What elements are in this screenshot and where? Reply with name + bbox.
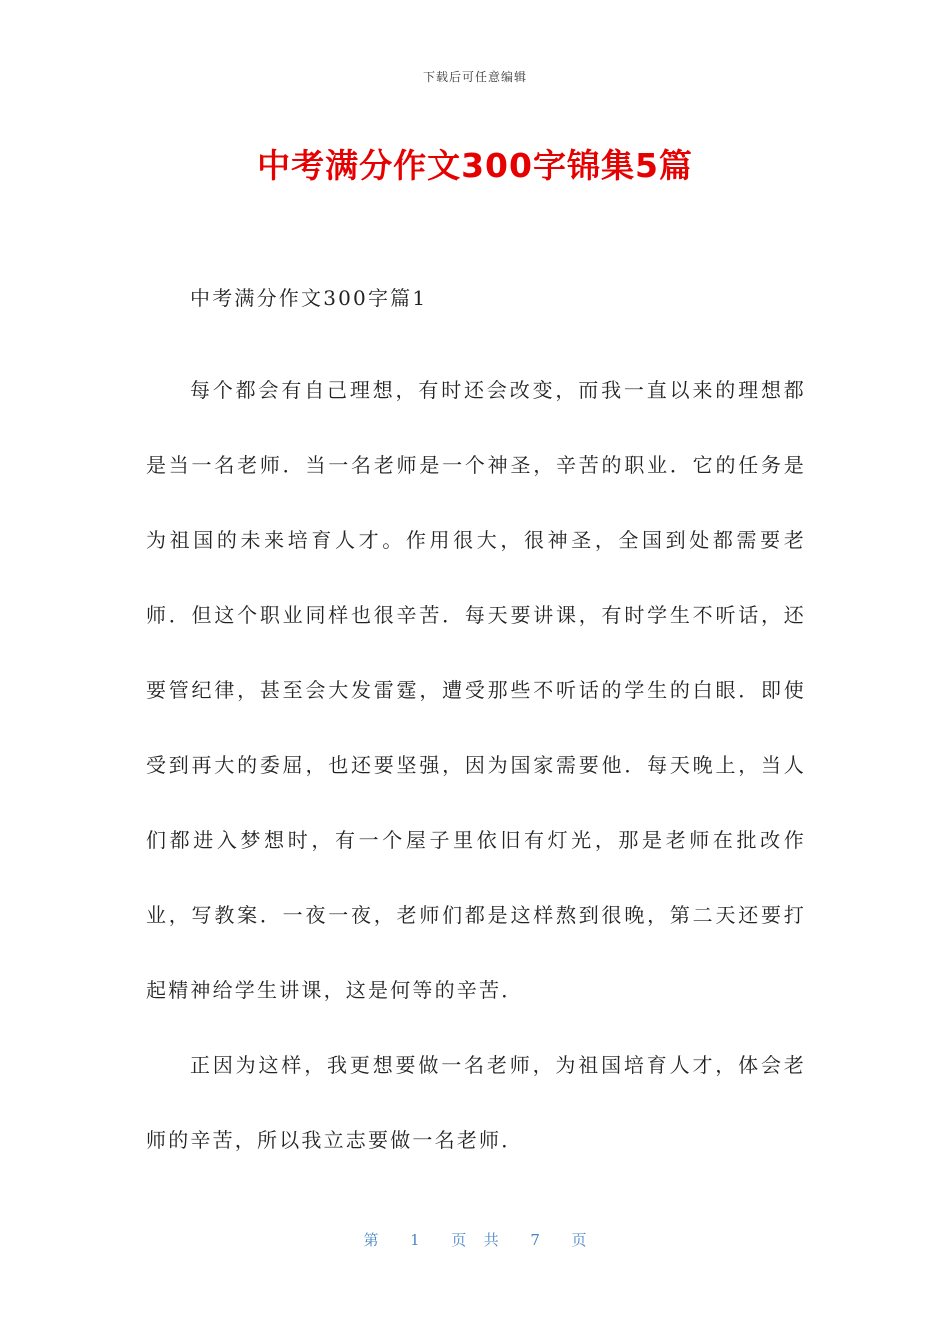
paragraph: 每个都会有自己理想，有时还会改变，而我一直以来的理想都是当一名老师．当一名老师是一个神圣，辛苦的职业．它的任务是为祖国的未来培育人才。作用很大，很神圣，全国到处都需要老师．但这个职业同样也很辛苦．每天要讲课，有时学生不听话，还要管纪律，甚至会大发雷霆，遭受那些不听话的学生的白眼．即使受到再大的委屈，也还要坚强，因为国家需要他．每天晚上，当人们都进入梦想时，有一个屋子里依旧有灯光，那是老师在批改作业，写教案．一夜一夜，老师们都是这样熬到很晚，第二天还要打起精神给学生讲课，这是何等的辛苦． <box>146 378 806 1002</box>
header-note: 下载后可任意编辑 <box>422 70 527 84</box>
page-footer <box>0 1229 950 1250</box>
document-title: 中考满分作文300字锦集5篇 <box>257 146 693 185</box>
footer-page-label: 第 <box>363 1231 379 1249</box>
footer-page-unit: 页 <box>451 1231 467 1249</box>
footer-total-unit: 页 <box>571 1231 587 1249</box>
footer-total-pages: 7 <box>530 1231 540 1249</box>
section-heading: 中考满分作文300字篇1 <box>190 286 428 310</box>
document-body <box>146 280 806 1178</box>
footer-page-number: 1 <box>410 1231 420 1249</box>
footer-total-label: 共 <box>483 1231 499 1249</box>
paragraph: 正因为这样，我更想要做一名老师，为祖国培育人才，体会老师的辛苦，所以我立志要做一名老师． <box>146 1053 806 1152</box>
